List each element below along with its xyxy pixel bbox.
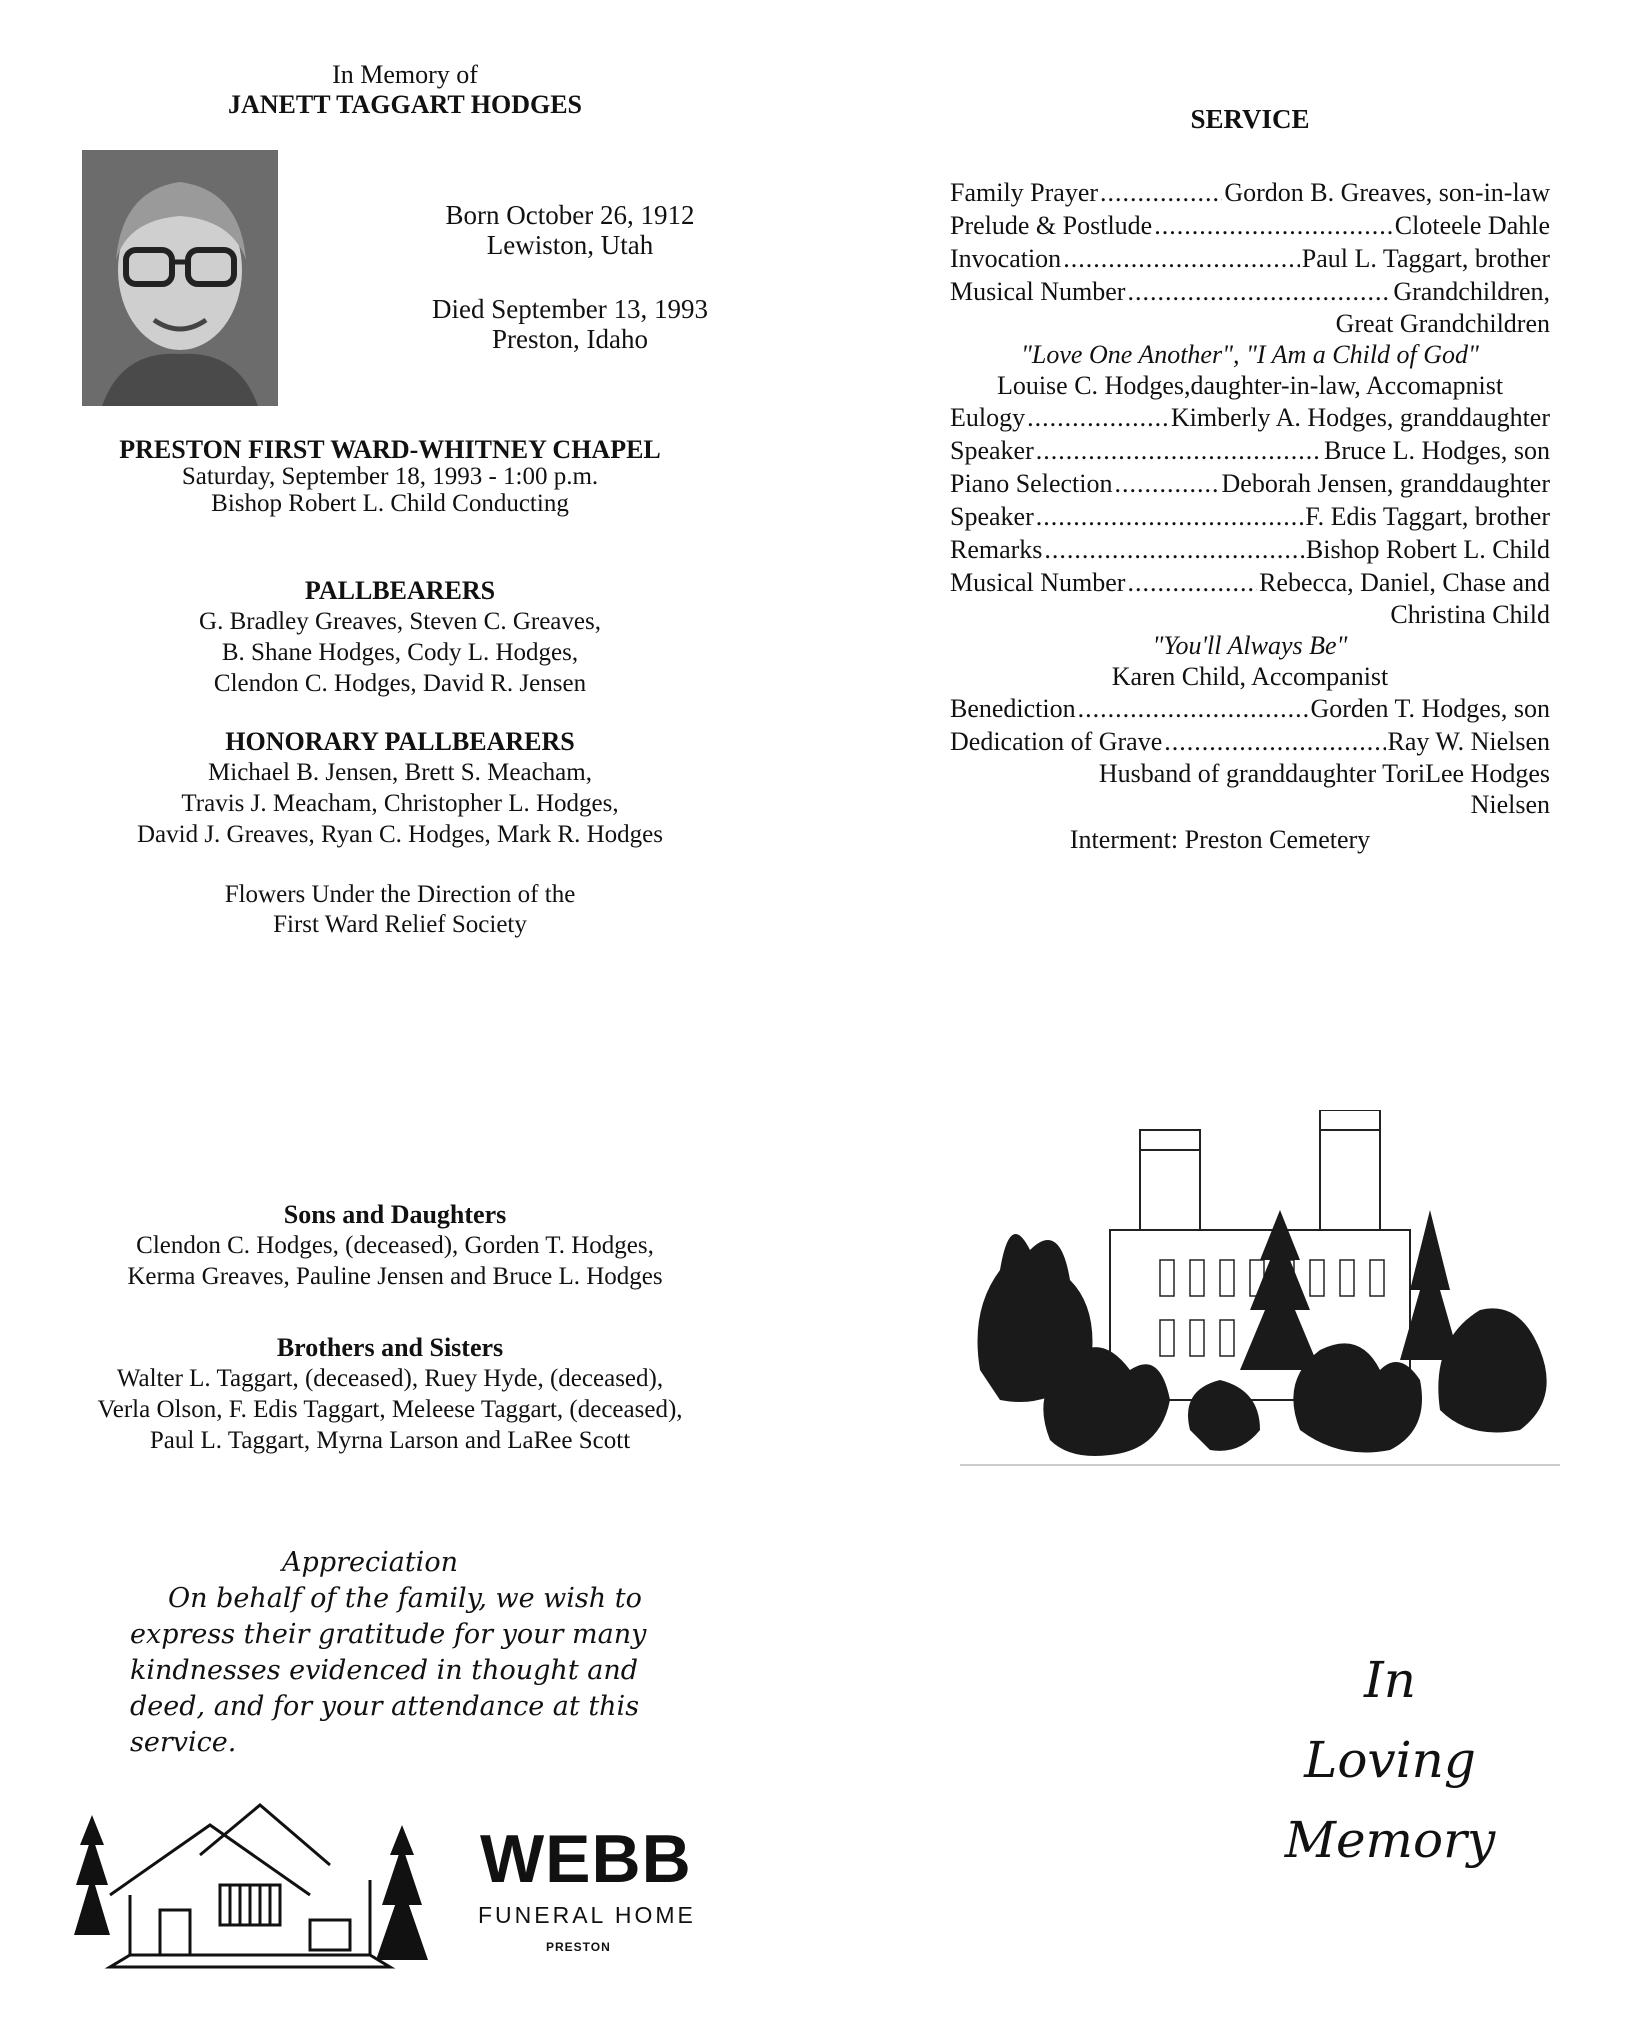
program-row — [950, 467, 1550, 500]
program-row — [950, 725, 1550, 758]
born-date: Born October 26, 1912 — [445, 200, 695, 230]
chapel-info — [80, 436, 700, 517]
service-program — [950, 176, 1550, 855]
died-date: Died September 13, 1993 — [432, 294, 708, 324]
flowers-note — [120, 880, 680, 940]
chapel-date: Saturday, September 18, 1993 - 1:00 p.m. — [181, 463, 599, 490]
pallbearers-line: B. Shane Hodges, Cody L. Hodges, — [221, 639, 579, 666]
funeral-home-drawing-icon — [70, 1785, 450, 1970]
program-label: Musical Number — [950, 277, 1126, 306]
died-place: Preston, Idaho — [492, 324, 648, 354]
program-value: Bishop Robert L. Child — [1305, 535, 1550, 564]
honorary-line: David J. Greaves, Ryan C. Hodges, Mark R. Hodges — [136, 821, 663, 848]
interment: Interment: Preston Cemetery — [1069, 825, 1371, 854]
chapel-conducting: Bishop Robert L. Child Conducting — [211, 490, 569, 517]
program-row — [950, 533, 1550, 566]
portrait-photo-icon — [82, 150, 278, 406]
program-label: Eulogy — [950, 403, 1026, 432]
program-row — [950, 209, 1550, 242]
sons-line: Kerma Greaves, Pauline Jensen and Bruce L. Hodges — [127, 1263, 663, 1290]
honorary-line: Travis J. Meacham, Christopher L. Hodges, — [181, 790, 619, 817]
funeral-home-name: WEBB — [480, 1821, 692, 1897]
pallbearers-title: PALLBEARERS — [304, 576, 496, 605]
program-value: Paul L. Taggart, brother — [1301, 244, 1550, 273]
pallbearers-line: Clendon C. Hodges, David R. Jensen — [213, 670, 587, 697]
pallbearers-section — [80, 576, 720, 699]
program-label: Remarks — [950, 535, 1043, 564]
memorial-heading — [120, 60, 690, 120]
appreciation-title: Appreciation — [282, 1547, 458, 1578]
program-row — [950, 401, 1550, 434]
flowers-line: First Ward Relief Society — [273, 911, 527, 938]
program-label: Dedication of Grave — [950, 727, 1163, 756]
siblings-line: Paul L. Taggart, Myrna Larson and LaRee Scott — [149, 1427, 631, 1454]
program-row — [950, 500, 1550, 533]
honorary-title: HONORARY PALLBEARERS — [225, 727, 575, 756]
cover-line: In — [1364, 1651, 1416, 1709]
program-continuation: Great Grandchildren — [1335, 309, 1550, 338]
appreciation-body: On behalf of the family, we wish to express their gratitude for your many kindnesses evidenced in thought and deed, and for your attendance at this service. — [130, 1583, 647, 1758]
spacer — [400, 260, 740, 294]
program-row — [950, 692, 1550, 725]
program-value: Rebecca, Daniel, Chase and — [1259, 568, 1550, 597]
program-value: Gordon B. Greaves, son-in-law — [1224, 178, 1550, 207]
flowers-line: Flowers Under the Direction of the — [224, 881, 576, 908]
sons-line: Clendon C. Hodges, (deceased), Gorden T. Hodges, — [136, 1232, 654, 1259]
program-row — [950, 242, 1550, 275]
program-continuation: Husband of granddaughter ToriLee Hodges — [1098, 759, 1550, 788]
program-value: Cloteele Dahle — [1394, 211, 1550, 240]
program-label: Musical Number — [950, 568, 1126, 597]
siblings-line: Verla Olson, F. Edis Taggart, Meleese Taggart, (deceased), — [97, 1396, 683, 1423]
funeral-home-subtitle: FUNERAL HOME — [478, 1902, 696, 1928]
program-continuation: Nielsen — [1470, 790, 1550, 819]
in-memory-of: In Memory of — [332, 60, 478, 89]
siblings-line: Walter L. Taggart, (deceased), Ruey Hyde, (deceased), — [116, 1365, 664, 1392]
program-row — [950, 176, 1550, 209]
service-title: SERVICE — [1190, 104, 1310, 134]
deceased-name: JANETT TAGGART HODGES — [227, 90, 583, 119]
song-titles: "Love One Another", "I Am a Child of God" — [1021, 340, 1479, 369]
life-dates — [400, 200, 740, 354]
program-label: Speaker — [950, 502, 1034, 531]
pallbearers-line: G. Bradley Greaves, Steven C. Greaves, — [199, 608, 601, 635]
brothers-sisters-section — [40, 1333, 740, 1456]
program-label: Prelude & Postlude — [950, 211, 1153, 240]
program-label: Invocation — [950, 244, 1062, 273]
sons-daughters-section — [60, 1200, 730, 1292]
song-title: "You'll Always Be" — [1152, 631, 1348, 660]
program-row — [950, 566, 1550, 599]
funeral-home-town: PRESTON — [546, 1940, 611, 1954]
program-value: Gorden T. Hodges, son — [1310, 694, 1550, 723]
program-label: Family Prayer — [950, 178, 1099, 207]
appreciation-note — [130, 1545, 650, 1761]
program-row — [950, 434, 1550, 467]
program-label: Speaker — [950, 436, 1034, 465]
program-value: Kimberly A. Hodges, granddaughter — [1170, 403, 1550, 432]
cover-line: Loving — [1304, 1731, 1476, 1789]
program-value: Bruce L. Hodges, son — [1323, 436, 1550, 465]
program-value: Deborah Jensen, granddaughter — [1221, 469, 1550, 498]
program-continuation: Christina Child — [1390, 600, 1550, 629]
cover-title — [1240, 1640, 1540, 1880]
program-value: Grandchildren, — [1393, 277, 1550, 306]
siblings-title: Brothers and Sisters — [276, 1333, 504, 1362]
program-row — [950, 275, 1550, 308]
program-label: Benediction — [950, 694, 1076, 723]
accompanist: Karen Child, Accompanist — [1111, 662, 1389, 691]
cover-line: Memory — [1284, 1811, 1496, 1869]
honorary-line: Michael B. Jensen, Brett S. Meacham, — [208, 759, 592, 786]
program-label: Piano Selection — [950, 469, 1113, 498]
born-place: Lewiston, Utah — [486, 230, 654, 260]
temple-drawing-icon — [960, 1110, 1560, 1475]
accompanist: Louise C. Hodges,daughter-in-law, Accomapnist — [996, 371, 1504, 400]
program-value: Ray W. Nielsen — [1387, 727, 1550, 756]
program-value: F. Edis Taggart, brother — [1305, 502, 1550, 531]
honorary-pallbearers-section — [80, 727, 720, 850]
chapel-title: PRESTON FIRST WARD-WHITNEY CHAPEL — [119, 435, 661, 464]
sons-title: Sons and Daughters — [283, 1200, 507, 1229]
